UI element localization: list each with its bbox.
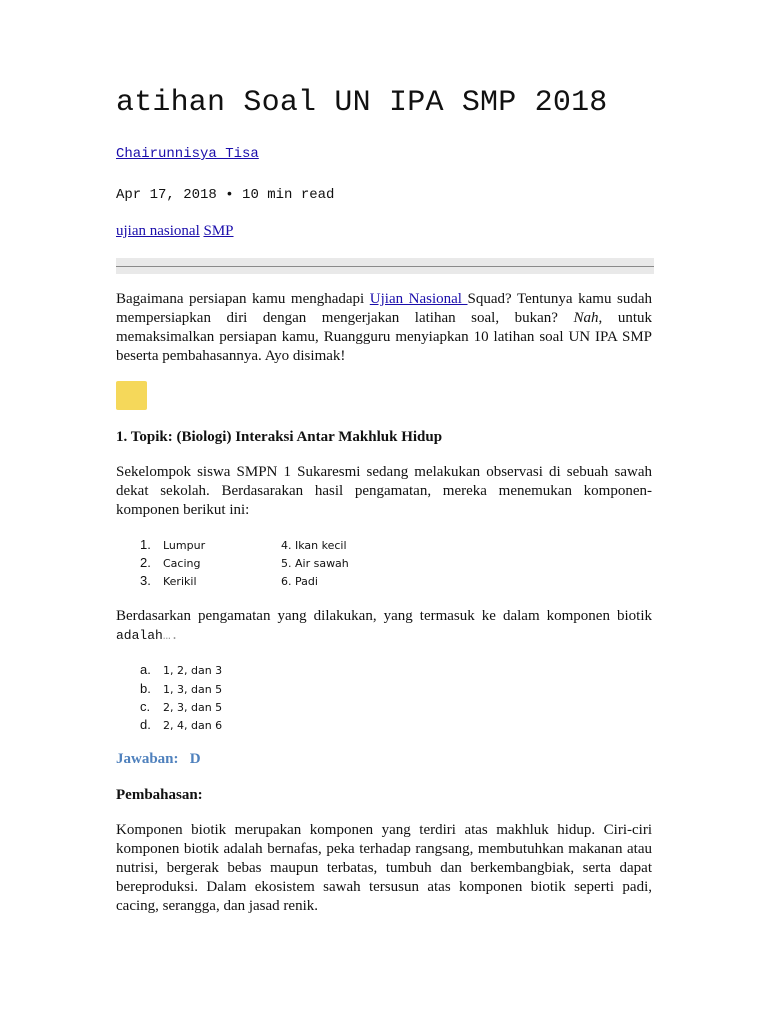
- list-item-number: 3.: [140, 573, 151, 588]
- intro-italic: Nah: [573, 310, 599, 326]
- answer-option: 1, 2, dan 3: [163, 664, 223, 677]
- option-letter: d.: [140, 717, 151, 732]
- intro-paragraph: Bagaimana persiapan kamu menghadapi Ujian Nasional Squad? Tentunya kamu sudah mempersiapkan diri dengan mengerjakan latihan soal, bukan? Nah, untuk memaksimalkan persiapan kamu, Ruangguru menyiapkan 10 latihan soal UN IPA SMP beserta pembahasannya. Ayo disimak!: [116, 291, 653, 364]
- tag-ujian-nasional[interactable]: ujian nasional: [116, 223, 200, 239]
- list-item: 4. Ikan kecil: [281, 539, 347, 552]
- question-prompt: Berdasarkan pengamatan yang dilakukan, yang termasuk ke dalam komponen biotik adalah….: [116, 608, 652, 643]
- list-item: 6. Padi: [281, 575, 318, 588]
- tag-smp[interactable]: SMP: [203, 223, 234, 239]
- read-time: 10 min read: [242, 187, 335, 203]
- list-item: Cacing: [163, 557, 201, 570]
- author-link[interactable]: Chairunnisya Tisa: [116, 146, 259, 162]
- list-item-number: 1.: [140, 537, 151, 552]
- option-letter: a.: [140, 662, 151, 677]
- option-letter: b.: [140, 681, 151, 696]
- question-topic: 1. Topik: (Biologi) Interaksi Antar Makhluk Hidup: [116, 429, 443, 445]
- list-item-number: 2.: [140, 555, 151, 570]
- section-divider-line: [116, 266, 654, 267]
- list-item: Kerikil: [163, 575, 197, 588]
- highlight-marker: [116, 381, 147, 410]
- tag-list: [116, 223, 234, 240]
- answer-option: 2, 4, dan 6: [163, 719, 223, 732]
- question-intro: Sekelompok siswa SMPN 1 Sukaresmi sedang melakukan observasi di sebuah sawah dekat sekolah. Berdasarakan hasil pengamatan, mereka menemukan komponen-komponen berikut ini:: [116, 464, 652, 518]
- answer-key: Jawaban: D: [116, 751, 201, 767]
- option-letter: c.: [140, 699, 151, 714]
- page-title: atihan Soal UN IPA SMP 2018: [116, 86, 608, 120]
- post-meta: [116, 187, 334, 203]
- answer-option: 1, 3, dan 5: [163, 683, 223, 696]
- explanation-paragraph: Komponen biotik merupakan komponen yang terdiri atas makhluk hidup. Ciri-ciri komponen biotik adalah bernafas, peka terhadap rangsang, membutuhkan makanan atau nutrisi, bergerak bebas maupun terbatas, tumbuh dan berkembangbiak, serta dapat bereproduksi. Dalam ekosistem sawah tersusun atas komponen biotik seperti padi, cacing, serangga, dan jasad renik.: [116, 822, 652, 914]
- meta-separator: •: [225, 187, 234, 203]
- list-item: 5. Air sawah: [281, 557, 349, 570]
- ujian-nasional-link[interactable]: Ujian Nasional: [369, 291, 468, 307]
- post-date: Apr 17, 2018: [116, 187, 217, 203]
- answer-option: 2, 3, dan 5: [163, 701, 223, 714]
- list-item: Lumpur: [163, 539, 206, 552]
- explanation-heading: Pembahasan:: [116, 787, 203, 803]
